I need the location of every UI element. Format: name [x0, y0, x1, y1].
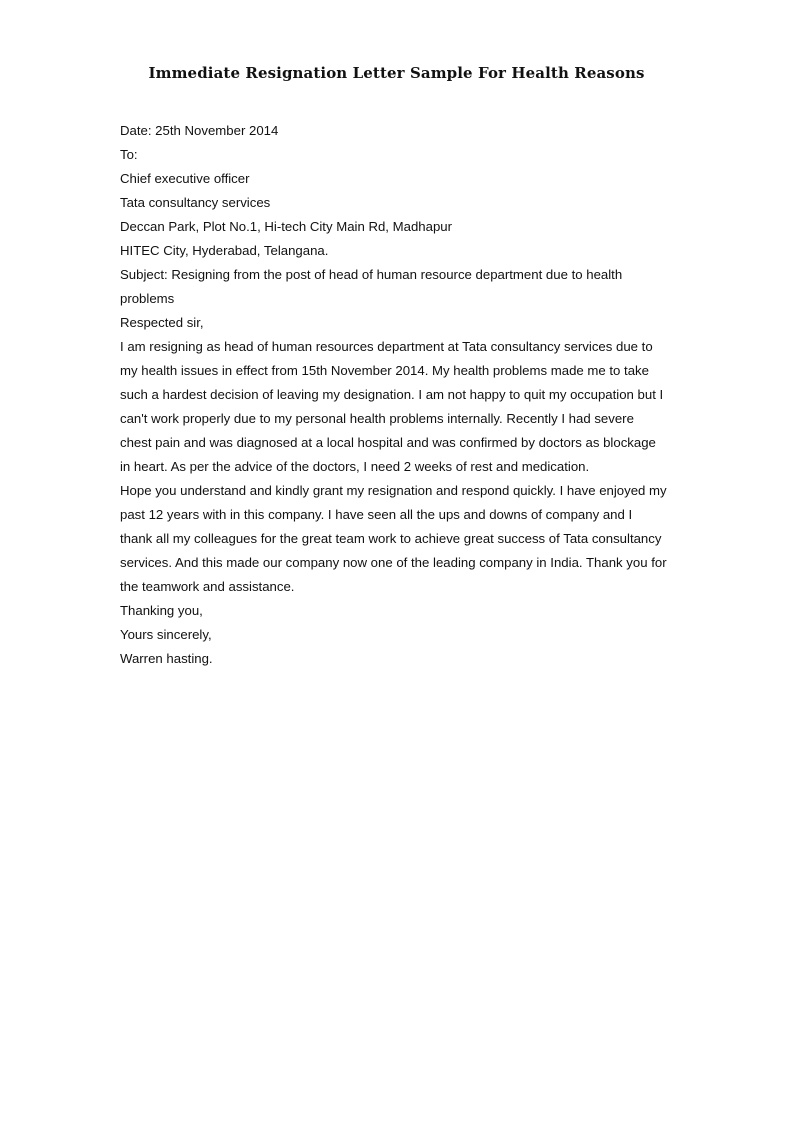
paragraph-1-line-1: I am resigning as head of human resources department at Tata consultancy services due to: [120, 339, 653, 354]
recipient-title: Chief executive officer: [120, 171, 250, 186]
letter-date: Date: 25th November 2014: [120, 123, 279, 138]
letter-to: To:: [120, 147, 138, 162]
subject-line-1: Subject: Resigning from the post of head of human resource department due to health: [120, 267, 623, 282]
letter-body: [120, 119, 665, 671]
document-title: Immediate Resignation Letter Sample For Health Reasons: [148, 64, 645, 82]
paragraph-1-line-3: such a hardest decision of leaving my designation. I am not happy to quit my occupation but I: [120, 387, 664, 402]
paragraph-1-line-2: my health issues in effect from 15th November 2014. My health problems made me to take: [120, 363, 649, 378]
paragraph-2-line-2: past 12 years with in this company. I have seen all the ups and downs of company and I: [120, 507, 633, 522]
paragraph-2-line-4: services. And this made our company now one of the leading company in India. Thank you for: [120, 555, 667, 570]
subject-line-2: problems: [120, 291, 175, 306]
salutation: Respected sir,: [120, 315, 204, 330]
paragraph-2-line-5: the teamwork and assistance.: [120, 579, 295, 594]
paragraph-1-line-4: can't work properly due to my personal health problems internally. Recently I had severe: [120, 411, 634, 426]
recipient-company: Tata consultancy services: [120, 195, 271, 210]
paragraph-1-line-6: in heart. As per the advice of the doctors, I need 2 weeks of rest and medication.: [120, 459, 590, 474]
paragraph-2-line-3: thank all my colleagues for the great team work to achieve great success of Tata consultancy: [120, 531, 662, 546]
closing-sincerely: Yours sincerely,: [120, 627, 212, 642]
paragraph-2-line-1: Hope you understand and kindly grant my resignation and respond quickly. I have enjoyed my: [120, 483, 667, 498]
paragraph-1-line-5: chest pain and was diagnosed at a local hospital and was confirmed by doctors as blockage: [120, 435, 656, 450]
closing-thanks: Thanking you,: [120, 603, 203, 618]
signature-name: Warren hasting.: [120, 651, 213, 666]
recipient-address-line-2: HITEC City, Hyderabad, Telangana.: [120, 243, 329, 258]
recipient-address-line-1: Deccan Park, Plot No.1, Hi-tech City Main Rd, Madhapur: [120, 219, 453, 234]
